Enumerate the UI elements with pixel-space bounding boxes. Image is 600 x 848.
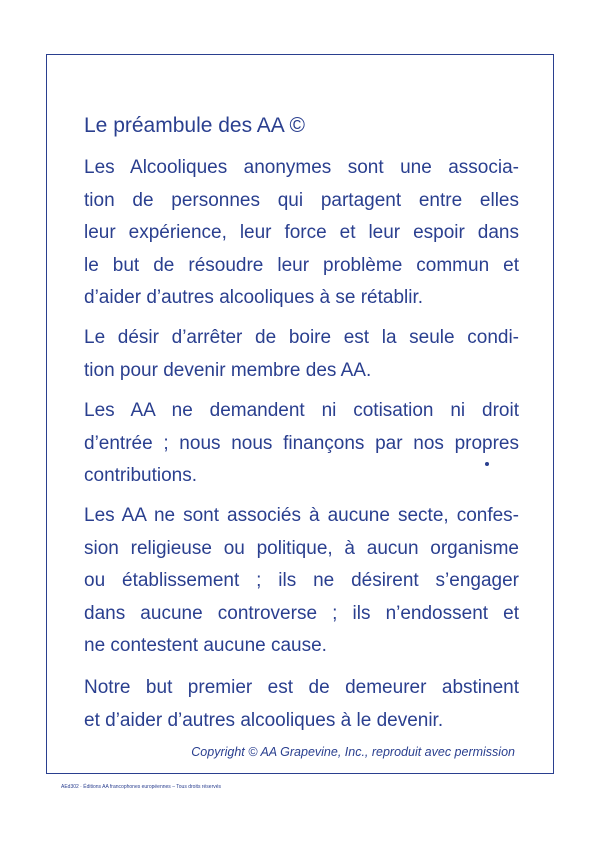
text-line: Les Alcooliques anonymes sont une associa- [84,157,519,178]
copyright-notice: Copyright © AA Grapevine, Inc., reproduit avec permission [191,745,515,759]
text-line: Les AA ne sont associés à aucune secte, confes- [84,505,519,526]
paragraph-membership [84,322,519,387]
text-line: et d’aider d’autres alcooliques à le devenir. [84,709,444,731]
document-title: Le préambule des AA © [84,114,305,137]
text-line: ou établissement ; ils ne désirent s’engager [84,570,519,591]
text-line: sion religieuse ou politique, à aucun organisme [84,537,519,559]
paragraph-funding [84,395,519,493]
text-line: Notre but premier est de demeurer abstinent [84,677,519,698]
paragraph-purpose [84,672,519,737]
text-line: leur expérience, leur force et leur espoir dans [84,222,519,243]
paragraph-independence [84,500,519,663]
text-line: d’entrée ; nous nous finançons par nos propres [84,432,519,454]
text-line: le but de résoudre leur problème commun et [84,254,519,276]
text-line: tion de personnes qui partagent entre elles [84,189,519,211]
text-line: ne contestent aucune cause. [84,635,327,656]
publisher-footer: AEd302 · Éditions AA francophones européennes – Tous droits réservés [61,784,222,790]
paragraph-definition [84,152,519,315]
text-line: dans aucune controverse ; ils n’endossent et [84,602,519,624]
text-line: d’aider d’autres alcooliques à se rétablir. [84,287,424,308]
ink-speck [485,462,489,466]
text-line: Les AA ne demandent ni cotisation ni droit [84,400,519,421]
text-line: tion pour devenir membre des AA. [84,359,372,381]
text-line: contributions. [84,465,198,486]
text-line: Le désir d’arrêter de boire est la seule condi- [84,327,519,348]
